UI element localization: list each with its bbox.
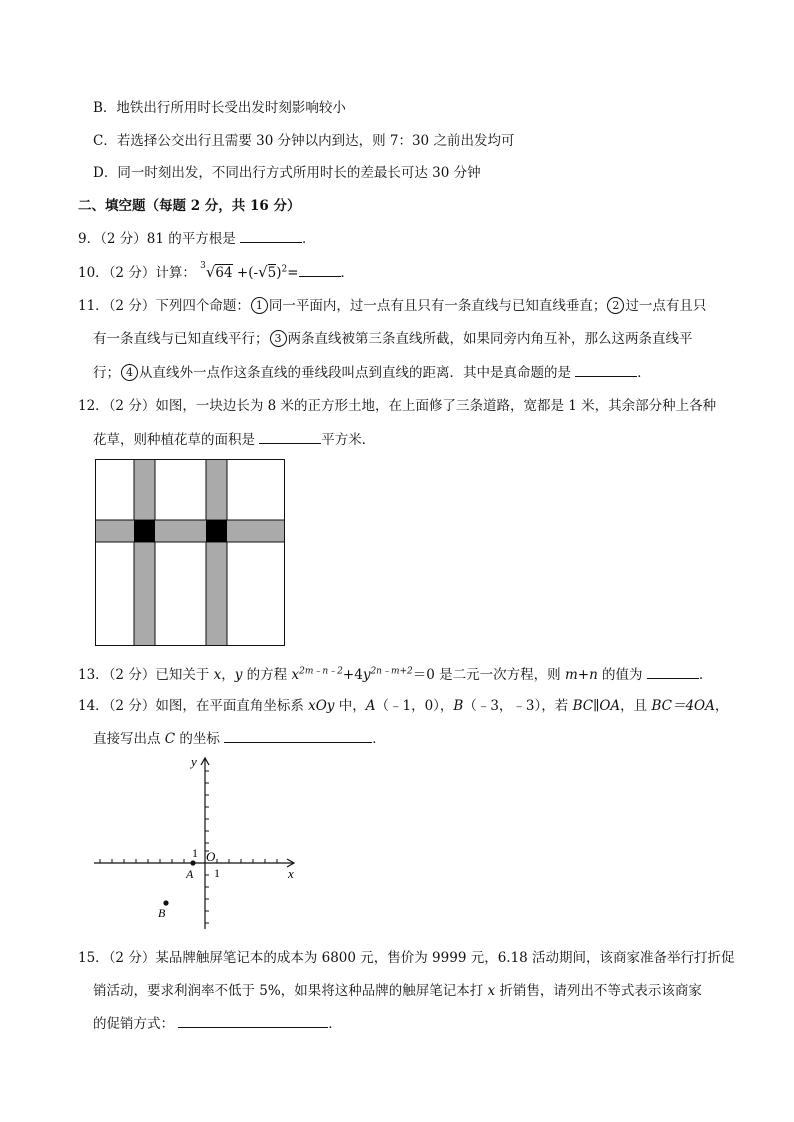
question-13: 13．（2 分）已知关于 x，y 的方程 $x^{2m﹣n﹣2}+4y^{2n﹣m+2}=0$ 是二元一次方程，则 m+n 的值为 ． xyxy=(78,664,712,685)
answer-blank[interactable] xyxy=(240,228,302,243)
coordinate-plane-figure xyxy=(90,752,310,932)
question-14-line2: 直接写出点 C 的坐标 ． xyxy=(93,728,386,749)
answer-blank[interactable] xyxy=(647,664,699,679)
option-d: D．同一时刻出发，不同出行方式所用时长的差最长可达 30 分钟 xyxy=(93,165,481,181)
intersection-1 xyxy=(134,520,155,542)
question-10: 10．（2 分）计算： $^3√64 +(-√5)^2=$ ． xyxy=(78,260,355,281)
square-land-figure xyxy=(95,459,285,647)
question-15-line3: 的促销方式： ． xyxy=(93,1013,342,1034)
x-axis-label: x xyxy=(288,866,294,881)
y-axis-label: y xyxy=(191,754,197,769)
origin-label: O xyxy=(206,849,216,864)
point-b-label: B xyxy=(158,906,166,920)
point-a xyxy=(190,860,195,865)
question-15-line1: 15．（2 分）某品牌触屏笔记本的成本为 6800 元，售价为 9999 元，6.18 活动期间，该商家准备举行打折促 xyxy=(78,950,735,966)
answer-blank[interactable] xyxy=(178,1013,328,1028)
intersection-2 xyxy=(206,520,227,542)
point-b xyxy=(163,900,168,905)
question-11-line1: 11．（2 分）下列四个命题： 1 同一平面内，过一点有且只有一条直线与已知直线垂直； 2 过一点有且只 xyxy=(78,298,707,314)
question-11-line2: 有一条直线与已知直线平行； 3 两条直线被第三条直线所截，如果同旁内角互补，那么这两条直线平 xyxy=(93,331,693,347)
road-vertical-2 xyxy=(206,460,227,646)
answer-blank[interactable] xyxy=(299,262,341,277)
road-horizontal xyxy=(96,520,285,542)
answer-blank[interactable] xyxy=(575,362,637,377)
answer-blank[interactable] xyxy=(224,728,372,743)
road-vertical-1 xyxy=(134,460,155,646)
unit-x-label: 1 xyxy=(214,866,220,880)
question-15-line2: 销活动，要求利润率不低于 5%，如果将这种品牌的触屏笔记本打 x 折销售，请列出不等式表示该商家 xyxy=(93,983,702,999)
question-11-line3: 行； 4 从直线外一点作这条直线的垂线段叫点到直线的距离．其中是真命题的是 ． xyxy=(93,362,651,383)
question-12-line1: 12．（2 分）如图，一块边长为 8 米的正方形土地，在上面修了三条道路，宽都是 1 米，其余部分种上各种 xyxy=(78,398,717,414)
question-12-line2: 花草，则种植花草的面积是 平方米． xyxy=(93,429,375,450)
y-ticks xyxy=(205,771,209,923)
cube-root: $^3$√64 xyxy=(200,260,233,281)
option-b: B．地铁出行所用时长受出发时刻影响较小 xyxy=(93,100,346,116)
question-9: 9．（2 分）81 的平方根是 ． xyxy=(78,228,316,249)
option-c: C．若选择公交出行且需要 30 分钟以内到达，则 7：30 之前出发均可 xyxy=(93,133,515,149)
section-title: 二、填空题（每题 2 分，共 16 分） xyxy=(78,198,301,214)
unit-y-label: 1 xyxy=(192,846,198,860)
question-14-line1: 14．（2 分）如图，在平面直角坐标系 xOy 中，A（﹣1，0），B（﹣3，﹣3），若 BC∥OA，且 BC＝4OA， xyxy=(78,698,729,714)
answer-blank[interactable] xyxy=(259,429,321,444)
point-a-label: A xyxy=(186,867,194,881)
